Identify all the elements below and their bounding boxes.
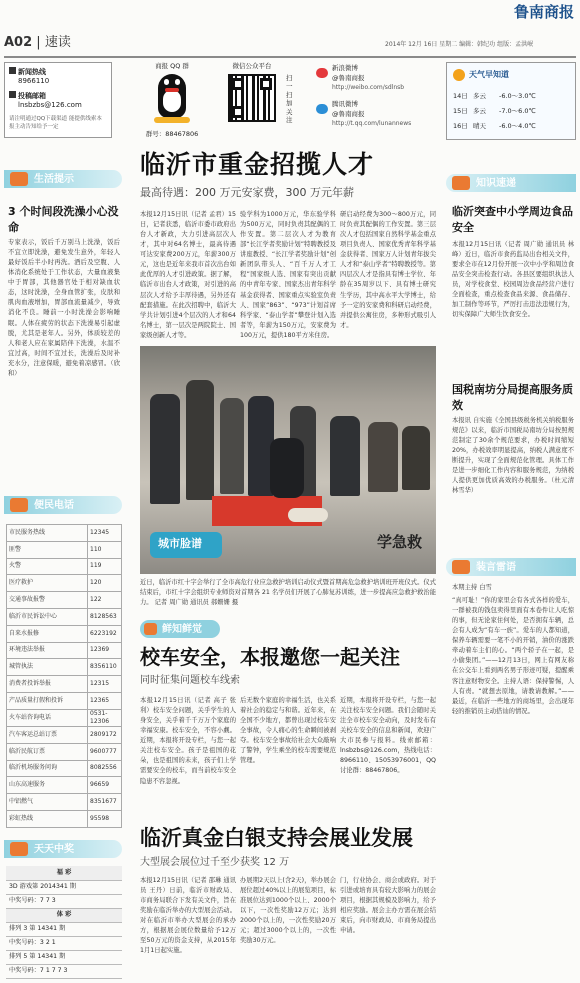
phone-row — [7, 709, 122, 726]
phone-row — [7, 608, 122, 625]
gossip-body: “真可耻！”你的家里会有各式各样的爱车，一群被我的钱包卖得里面有本卷件让人吃惊的事，但无论家住何处，是否拥有车辆，总会有人成为“有车一族”。爱车的人都知道，保养车辆需要一笔不小的开销，油价的涨跌牵动着车主们的心。“两个轿子在一起，是小偷集团。”——12月13日，网上有网友称在公交车上看到两名男子形迹可疑，提醒乘客注意财物安全。主持人语：保持警惕，人人有责。“就想去原地，请教请教解。”——最近，在临沂一些地方的商场里，会出现年轻的推销员主动搭讪的情况。 — [452, 597, 574, 715]
sun-icon — [453, 69, 465, 81]
tax-title: 国税南坊分局提高服务质效 — [452, 383, 573, 412]
lead-title: 临沂市重金招揽人才 — [140, 150, 375, 179]
ticai-row: 排列 3 第 14341 期 — [6, 922, 122, 936]
wechat-label: 微信公众平台 — [232, 62, 272, 70]
phone-row — [7, 558, 122, 575]
bulb-icon — [144, 623, 157, 635]
phone-number[interactable]: 110 — [88, 541, 122, 558]
phone-table — [6, 524, 122, 828]
mail-icon — [9, 91, 16, 98]
qq-feet — [154, 117, 190, 123]
fucai-title: 福 彩 — [6, 866, 122, 880]
phone-service: 临沂市民诉讼中心 — [7, 608, 88, 625]
expo-title: 临沂真金白银支持会展业发展 — [140, 826, 413, 850]
phone-number[interactable]: 9600777 — [88, 743, 122, 760]
phone-row — [7, 794, 122, 811]
qq-box — [142, 62, 202, 142]
fucai-row: 3D 游戏第 2014341 期 — [6, 880, 122, 894]
bus-banner: 鲜知鲜觉 — [140, 620, 220, 638]
expo-col-2: 办展期2天以上(含2天)，举办展会展位超过40%以上的展览项目，标准展位达到1000个以上、2000个以下，一次性奖励12万元；达到2000个以上的，一次性奖励20万元；超过3000个以上的，一次性奖励30万元。 — [240, 877, 336, 945]
phone-service: 消费者投诉举报 — [7, 676, 88, 693]
phone-service: 交通事故报警 — [7, 592, 88, 609]
issue-info: 2014年 12月 16日 星期二 编辑：韩纪功 组版：孟洪岷 — [385, 41, 534, 48]
life-title: 3 个时间段洗澡小心没命 — [8, 205, 119, 234]
phone-row — [7, 592, 122, 609]
phone-row — [7, 676, 122, 693]
hotline-label: 新闻热线 — [18, 68, 46, 76]
lead-col-2: 验学科为1000万元，华东验学科为500万元，同时负责其配偶的工作安置。第二层次人才为教育部“长江学者奖励计划”特聘教授及讲座教授、“长江学者奖励计划”创新团队带头人、“百千万人才工程”国家级人选、国家有突出贡献的中青年专家、国家杰出青年科学基金获得者、国家重点实验室负责人、国家“863”、“973”计划首席科学家、“泰山学者”攀登计划入选者等，年薪为150万元，安家费为100万元，提供180平方米住房。 — [240, 211, 336, 339]
photo-tag: 城市脸谱 — [150, 532, 222, 558]
phone-number[interactable]: 12315 — [88, 676, 122, 693]
page-label: A02 | 速读 — [4, 35, 71, 50]
phone-row — [7, 760, 122, 777]
phone-number[interactable]: 122 — [88, 592, 122, 609]
life-banner: 生活提示 — [4, 170, 122, 188]
phone-row — [7, 810, 122, 827]
phone-number[interactable]: 120 — [88, 575, 122, 592]
phone-row — [7, 625, 122, 642]
bus-col-2: 后无数个家庭的幸福生活，也关系着社会的稳定与和谐。近年来，在全国不少地方，都曾出现过校车安全事故，令人痛心的生命瞬间被剥夺。校车安全事故给社会大众敲响了警钟，学生乘坐的校车需要规范管理。 — [240, 697, 336, 765]
weibo-box — [316, 62, 442, 142]
weather-title: 天气早知道 — [469, 70, 509, 79]
qq-label: 商报 QQ 群 — [155, 62, 189, 70]
header-rule — [4, 56, 576, 58]
phone-number[interactable]: 2809172 — [88, 726, 122, 743]
lead-subtitle: 最高待遇：200 万元安家费，300 万元年薪 — [140, 186, 354, 199]
qq-penguin-icon — [158, 74, 186, 118]
phone-number[interactable]: 8128563 — [88, 608, 122, 625]
speech-icon — [452, 560, 470, 574]
tencent-url[interactable]: http://t.qq.com/lunannews — [332, 120, 412, 127]
phone-service: 匪警 — [7, 541, 88, 558]
lottery-banner: 天天中奖 — [4, 840, 122, 858]
phone-number[interactable]: 95598 — [88, 810, 122, 827]
wechat-scan-text: 扫一扫加关注 — [286, 74, 293, 125]
phone-number[interactable]: 12345 — [88, 525, 122, 542]
contact-note: 请注明通过QQ下载渠道 能提供线索本报主动告知给予一定 — [9, 115, 102, 130]
photo-caption: 近日，临沂市红十字会举行了全市高危行业应急救护培训启动仪式暨首期高危急救护培训班开班仪式。仪式结束后，市红十字会组织专业师资对首期各 21 名学员们开展了心肺复苏训练，进一步提高应急救护救治能力。 记者 周广勋 通讯员 郝姗姗 摄 — [140, 579, 436, 607]
ticai-row: 中奖号码：3 2 1 — [6, 936, 122, 950]
hotline-number: 8966110 — [18, 77, 50, 86]
section-name: 速读 — [44, 35, 71, 50]
email-row — [9, 91, 107, 101]
phone-row — [7, 525, 122, 542]
phone-number[interactable]: 6223192 — [88, 625, 122, 642]
phone-service: 医疗救护 — [7, 575, 88, 592]
tax-body: 本报讯 自实施《全国县级税务机关纳税服务规范》以来，临沂市国税局南坊分局按照规范制定了30余个规范要求，办税时间缩短20%，办税效率明显提高，纳税人满意度不断提升，实现了全面规范化管理。具体工作是进一步细化工作内容和服务规范，为纳税人提供更加优质高效的办税服务。（杜元清 林雪华） — [452, 417, 574, 495]
lead-col-3: 研启动经费为300～800万元，同时负责其配偶的工作安置。第三层次人才包括国家自然科学基金重点项目负责人、国家优秀青年科学基金获得者、国家万人计划青年拔尖人才和“泰山学者”特聘教授等。第四层次人才是指具有博士学位、年龄在35周岁以下、具有博士研究生学历，其中高水平大学博士，给予一定的安家费和科研启动经费，并提供公寓住房，多种形式吸引人才。 — [340, 211, 436, 329]
phone-row — [7, 642, 122, 659]
phone-row — [7, 575, 122, 592]
phone-icon — [10, 498, 28, 512]
phone-row — [7, 541, 122, 558]
phone-service: 临沂民航订票 — [7, 743, 88, 760]
tencent-name: @鲁南商报 — [332, 110, 365, 118]
knowledge-title: 临沂突查中小学周边食品安全 — [452, 205, 573, 234]
gossip-banner: 装言雷语 — [446, 558, 576, 576]
weather-row: 16日 晴天 -6.0～4.0℃ — [453, 122, 536, 130]
contact-box — [4, 62, 112, 138]
sina-weibo-icon — [316, 68, 328, 78]
phone-service: 市民服务热线 — [7, 525, 88, 542]
gossip-author: 本期主持 白雪 — [452, 584, 492, 591]
phone-row — [7, 692, 122, 709]
phone-service: 环境违法举报 — [7, 642, 88, 659]
phone-service: 自来水报修 — [7, 625, 88, 642]
phone-icon — [9, 67, 16, 74]
ticai-row: 中奖号码：7 1 7 7 3 — [6, 964, 122, 978]
sina-label: 新浪微博 — [332, 64, 358, 72]
weather-list — [453, 89, 571, 134]
phone-service: 火警 — [7, 558, 88, 575]
knowledge-body: 本报12月15日讯（记者 周广勋 通讯员 林峰）近日，临沂市食药监局出台相关文件，要求全市在12月份开展一次中小学和周边食品安全突击检查行动。各县区要组织执法人员，对学校食堂、校园周边食品经营户进行全面检查，重点检查食品来源、食品储存、加工制作等环节，严厉打击违法违规行为，切实保障广大师生饮食安全。 — [452, 241, 574, 319]
phone-row — [7, 777, 122, 794]
bus-title: 校车安全，本报邀您一起关注 — [140, 645, 400, 669]
ticai-row: 排列 5 第 14341 期 — [6, 950, 122, 964]
expo-col-1: 本报12月15日讯（记者 邵琳 通讯员 王丹）日前，临沂市财政局、市商务局联合下发有关文件，旨在奖励在临沂举办的大型展会活动。对在临沂市举办大型展会的承办方，根据展会展位数量给予12万至50万元的资金支持，从2015年1月1日起实施。 — [140, 877, 236, 955]
email-label: 投稿邮箱 — [18, 91, 46, 100]
phone-row — [7, 743, 122, 760]
expo-col-3: 门，行业协会、商会或政府。对于引进或培育具有较大影响力的展会项目，根据其规模及影响力，给予相应奖励。展会主办方需在展会结束后，向市财政局、市商务局提出申请。 — [340, 877, 436, 935]
page-number: A02 — [4, 35, 33, 50]
weather-row: 14日 多云 -6.0～3.0℃ — [453, 92, 536, 100]
wechat-box — [222, 62, 312, 142]
phone-row — [7, 726, 122, 743]
phone-number[interactable]: 8082556 — [88, 760, 122, 777]
weather-row: 15日 多云 -7.0～6.0℃ — [453, 107, 536, 115]
sina-url[interactable]: http://weibo.com/sdlnsb — [332, 84, 405, 91]
phone-service: 城管执法 — [7, 659, 88, 676]
first-aid-photo — [140, 346, 436, 574]
email-address: lnsbzbs@126.com — [18, 101, 82, 110]
phone-number[interactable]: 119 — [88, 558, 122, 575]
prize-icon — [10, 842, 28, 856]
lead-col-1: 本报12月15日讯（记者 孟君）15日，记者获悉，临沂市委市政府出台人才新政，大力引进高层次人才，其中对64名博士，最高待遇可达安家费200万元，年薪300万元，这也是近年来我市首次出台如此优厚的人才引进政策。据了解，临沂市出台人才政策，对引进的高层次人才给予丰厚待遇，另外还有配套措施。在此次招聘中，临沂大学共计划引进4个层次的人才和64名博士，第一层次是两院院士、国家级创新人才等。 — [140, 211, 236, 339]
tencent-weibo-icon — [316, 104, 328, 114]
qq-number: 群号：88467806 — [145, 130, 199, 138]
brand-logo: 鲁南商报 — [513, 3, 574, 21]
fucai-row: 中奖号码：7 7 3 — [6, 894, 122, 908]
phone-number[interactable]: 8356110 — [88, 659, 122, 676]
ticai-title: 体 彩 — [6, 908, 122, 922]
photo-caption-title: 学急救 — [376, 533, 422, 551]
phones-banner: 便民电话 — [4, 496, 122, 514]
bus-col-3: 近期，本报将开设专栏，与您一起关注校车安全问题。我们会随时关注全市校车安全动向，及时发布有关校车安全的信息和新闻，欢迎广大市民参与报料。线索邮箱：lnsbzbs@126.com，热线电话：8966110、15053976001，QQ 讨论群：88467806。 — [340, 697, 436, 775]
book-icon — [452, 176, 470, 190]
bus-subtitle: 同时征集问题校车线索 — [140, 675, 240, 686]
lottery-table — [6, 866, 122, 979]
phone-service: 产品质量打假和投诉 — [7, 692, 88, 709]
phone-number[interactable]: 12365 — [88, 692, 122, 709]
wechat-qr-code[interactable] — [228, 74, 276, 122]
tip-icon — [10, 172, 28, 186]
life-body: 专家表示，饭后千万别马上洗澡，饭后不宜立即洗澡，避免发生意外，年轻人最好饭后半小时再洗。酒后及空腹、人体消化系统处于工作状态，大量血液集中于胃部，其他器官处于相对缺血状态，这时洗澡，全身血管扩张，皮肤和肌肉血液增加，胃部血流量减少，导致消化不良。睡前一小时洗澡会影响睡眠。人体在疲劳的状态下洗澡易引起虚脱，尤其是老年人。另外，体质较差的人和老人应在家属陪伴下洗澡，水温不宜过高，时间不宜过长，洗澡后及时补充水分，注意保暖，避免着凉感冒。（欣和） — [8, 239, 120, 377]
phone-service: 彩虹热线 — [7, 810, 88, 827]
phone-service: 山东高速服务 — [7, 777, 88, 794]
tencent-label: 腾讯微博 — [332, 100, 358, 108]
bus-col-1: 本报12月15日讯（记者 高子 张利）校车安全问题，关乎学生的人身安全，关乎着千千万万个家庭的幸福安康。校车安全，不容小觑。近期，本报将开设专栏，与您一起关注校车安全。孩子是祖国的花朵，也是祖国的未来，孩子们上学需要安全的校车，而当前校车安全隐患不容忽视。 — [140, 697, 236, 785]
phone-number[interactable]: 96659 — [88, 777, 122, 794]
knowledge-banner: 知识速递 — [446, 174, 576, 192]
phone-service: 火车站咨询电话 — [7, 709, 88, 726]
sina-name: @鲁南商报 — [332, 74, 365, 82]
phone-row — [7, 659, 122, 676]
weather-box — [446, 62, 576, 140]
expo-subtitle: 大型展会展位过千至少获奖 12 万 — [140, 857, 290, 868]
phone-service: 汽车客运总站订票 — [7, 726, 88, 743]
phone-service: 临沂机场服务问询 — [7, 760, 88, 777]
hotline-row — [9, 67, 107, 77]
phone-service: 中铝燃气 — [7, 794, 88, 811]
phone-number[interactable]: 12369 — [88, 642, 122, 659]
phone-number[interactable]: 0531-12306 — [88, 709, 122, 726]
phone-number[interactable]: 8351677 — [88, 794, 122, 811]
